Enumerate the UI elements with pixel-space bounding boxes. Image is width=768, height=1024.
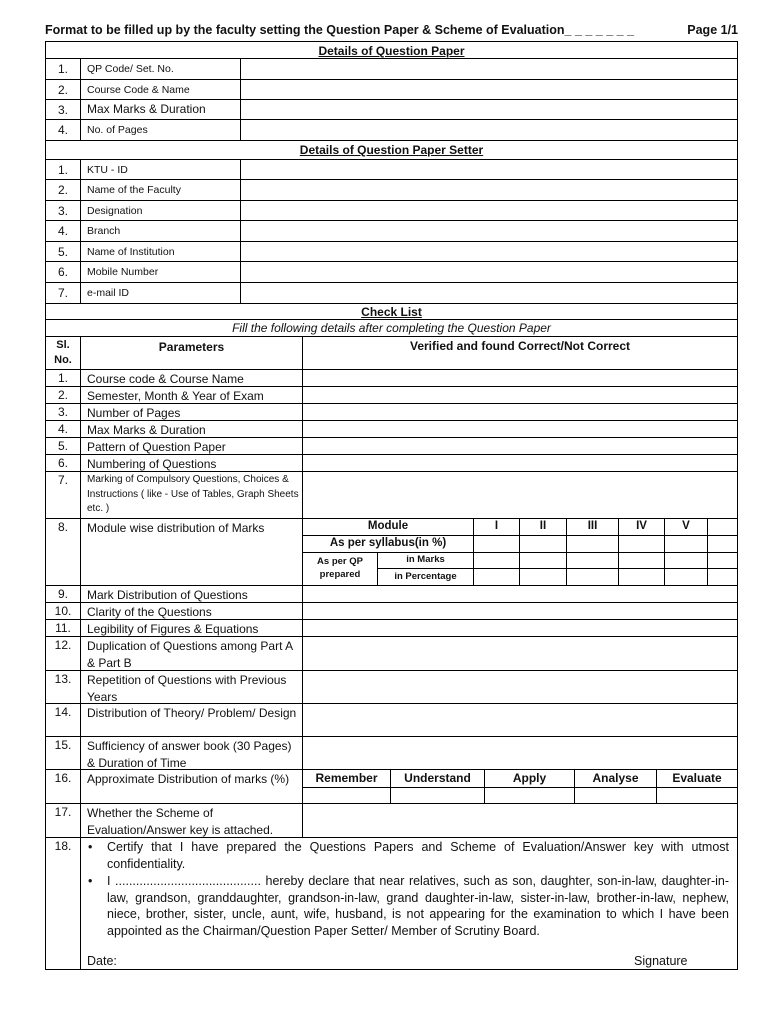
in-marks-label: in Marks	[378, 553, 474, 569]
max-marks-duration-field[interactable]	[241, 100, 737, 119]
syllabus-cell[interactable]	[708, 536, 737, 553]
field-label: Branch	[81, 221, 241, 241]
no-of-pages-field[interactable]	[241, 120, 737, 140]
marks-cell[interactable]	[665, 553, 708, 569]
syllabus-cell[interactable]	[619, 536, 665, 553]
check-row-1	[46, 370, 737, 387]
parameter-text: Approximate Distribution of marks (%)	[81, 770, 303, 803]
field-label: QP Code/ Set. No.	[81, 59, 241, 79]
qp-prepared-label: As per QP prepared	[303, 553, 378, 585]
declaration-text: I .......................................... hereby declare that near relatives, such as son, daughter, son-in-law, daughter-in-law, grandson, granddaughter, grandson-in-law, grand daughter-in-law, sister-in-law, brother-in-law, nephew, niece, brother, sister, uncle, aunt, wife, husband, is not appearing for the examination to which I have been appointed as the Chairman/Question Paper Setter/ Member of Scrutiny Board.	[107, 874, 729, 938]
row-number: 11.	[46, 620, 81, 636]
setter-row-name	[46, 180, 737, 201]
field-label: e-mail ID	[81, 283, 241, 303]
blooms-distribution-table	[303, 770, 737, 803]
declaration-text: Certify that I have prepared the Questions Papers and Scheme of Evaluation/Answer key with utmost confidentiality.	[107, 840, 729, 871]
syllabus-label: As per syllabus(in %)	[303, 536, 474, 553]
parameter-text: Marking of Compulsory Questions, Choices & Instructions ( like - Use of Tables, Graph Sheets etc. )	[81, 472, 303, 518]
setter-row-institution	[46, 242, 737, 262]
setter-row-email	[46, 283, 737, 304]
module-header: IV	[619, 519, 665, 536]
setter-details-heading: Details of Question Paper Setter	[46, 141, 737, 160]
institution-field[interactable]	[241, 242, 737, 261]
row-number: 2.	[46, 180, 81, 200]
module-header: II	[520, 519, 567, 536]
verify-field[interactable]	[303, 438, 737, 454]
blooms-cell[interactable]	[485, 788, 575, 803]
verify-field[interactable]	[303, 421, 737, 437]
page-number: Page 1/1	[687, 23, 738, 37]
form-frame	[45, 41, 738, 970]
field-label: KTU - ID	[81, 160, 241, 179]
row-number: 14.	[46, 704, 81, 736]
field-label: Course Code & Name	[81, 80, 241, 99]
row-number: 8.	[46, 519, 81, 585]
syllabus-cell[interactable]	[567, 536, 619, 553]
col-sl-no: Sl. No.	[46, 337, 81, 369]
check-row-12	[46, 637, 737, 671]
blooms-cell[interactable]	[391, 788, 485, 803]
row-number: 6.	[46, 455, 81, 471]
row-number: 18.	[46, 838, 81, 969]
row-number: 1.	[46, 59, 81, 79]
blooms-header: Evaluate	[657, 770, 737, 788]
marks-cell[interactable]	[520, 553, 567, 569]
qp-row-pages	[46, 120, 737, 141]
parameter-text: Pattern of Question Paper	[81, 438, 303, 454]
row-number: 7.	[46, 472, 81, 518]
setter-row-mobile	[46, 262, 737, 283]
date-label: Date:	[87, 954, 117, 968]
percent-cell[interactable]	[520, 569, 567, 585]
checklist-heading: Check List	[46, 304, 737, 320]
blooms-header: Apply	[485, 770, 575, 788]
verify-field[interactable]	[303, 603, 737, 619]
field-label: Name of Institution	[81, 242, 241, 261]
declaration-bullet-2	[81, 873, 737, 939]
verify-field[interactable]	[303, 671, 737, 703]
parameter-text: Clarity of the Questions	[81, 603, 303, 619]
row-number: 2.	[46, 80, 81, 99]
blooms-header: Analyse	[575, 770, 657, 788]
check-row-8	[46, 519, 737, 586]
qp-details-heading: Details of Question Paper	[46, 42, 737, 59]
designation-field[interactable]	[241, 201, 737, 220]
marks-cell[interactable]	[567, 553, 619, 569]
parameter-text: Sufficiency of answer book (30 Pages) & Duration of Time	[81, 737, 303, 769]
form-title: Format to be filled up by the faculty setting the Question Paper & Scheme of Evaluation_ _ _ _ _ _ _	[45, 23, 635, 37]
check-row-7	[46, 472, 737, 519]
verify-field[interactable]	[303, 737, 737, 769]
check-row-11	[46, 620, 737, 637]
check-row-5	[46, 438, 737, 455]
check-row-16	[46, 770, 737, 804]
check-row-9	[46, 586, 737, 603]
setter-row-designation	[46, 201, 737, 221]
marks-cell[interactable]	[619, 553, 665, 569]
branch-field[interactable]	[241, 221, 737, 241]
row-number: 17.	[46, 804, 81, 837]
checklist-header-row	[46, 337, 737, 370]
blooms-header: Understand	[391, 770, 485, 788]
qp-code-field[interactable]	[241, 59, 737, 79]
row-number: 3.	[46, 100, 81, 119]
in-percentage-label: in Percentage	[378, 569, 474, 585]
ktu-id-field[interactable]	[241, 160, 737, 179]
verify-field[interactable]	[303, 370, 737, 386]
percent-cell[interactable]	[567, 569, 619, 585]
check-row-15	[46, 737, 737, 770]
mobile-number-field[interactable]	[241, 262, 737, 282]
row-number: 4.	[46, 421, 81, 437]
verify-field[interactable]	[303, 404, 737, 420]
verify-field[interactable]	[303, 704, 737, 736]
marks-cell[interactable]	[474, 553, 520, 569]
percent-cell[interactable]	[474, 569, 520, 585]
course-code-name-field[interactable]	[241, 80, 737, 99]
row-number: 1.	[46, 370, 81, 386]
row-number: 7.	[46, 283, 81, 303]
field-label: No. of Pages	[81, 120, 241, 140]
verify-field[interactable]	[303, 804, 737, 837]
qp-row-code	[46, 59, 737, 80]
verify-field[interactable]	[303, 620, 737, 636]
field-label: Name of the Faculty	[81, 180, 241, 200]
check-row-14	[46, 704, 737, 737]
syllabus-cell[interactable]	[665, 536, 708, 553]
check-row-13	[46, 671, 737, 704]
parameter-text: Legibility of Figures & Equations	[81, 620, 303, 636]
module-header: I	[474, 519, 520, 536]
verify-field[interactable]	[303, 637, 737, 670]
percent-cell[interactable]	[708, 569, 737, 585]
row-number: 5.	[46, 242, 81, 261]
declaration-bullet-1	[81, 839, 737, 872]
parameter-text: Mark Distribution of Questions	[81, 586, 303, 602]
row-number: 5.	[46, 438, 81, 454]
col-verified: Verified and found Correct/Not Correct	[409, 339, 631, 353]
bullet-icon: •	[88, 840, 93, 854]
row-number: 10.	[46, 603, 81, 619]
parameter-text: Max Marks & Duration	[81, 421, 303, 437]
row-number: 12.	[46, 637, 81, 670]
setter-row-ktu	[46, 160, 737, 180]
field-label: Designation	[81, 201, 241, 220]
percent-cell[interactable]	[665, 569, 708, 585]
check-row-10	[46, 603, 737, 620]
blooms-cell[interactable]	[657, 788, 737, 803]
verify-field[interactable]	[303, 472, 737, 518]
check-row-18	[46, 838, 737, 969]
percent-cell[interactable]	[619, 569, 665, 585]
row-number: 4.	[46, 120, 81, 140]
parameter-text: Module wise distribution of Marks	[81, 519, 303, 585]
qp-row-marks	[46, 100, 737, 120]
field-label: Max Marks & Duration	[81, 100, 241, 119]
row-number: 6.	[46, 262, 81, 282]
parameter-text: Repetition of Questions with Previous Years	[81, 671, 303, 703]
marks-cell[interactable]	[708, 553, 737, 569]
check-row-4	[46, 421, 737, 438]
parameter-text: Duplication of Questions among Part A & Part B	[81, 637, 303, 670]
module-header: V	[665, 519, 708, 536]
row-number: 4.	[46, 221, 81, 241]
check-row-6	[46, 455, 737, 472]
module-distribution-table	[303, 519, 737, 585]
module-label: Module	[303, 519, 474, 536]
row-number: 2.	[46, 387, 81, 403]
syllabus-cell[interactable]	[520, 536, 567, 553]
module-extra-cell	[708, 519, 737, 536]
email-field[interactable]	[241, 283, 737, 303]
faculty-name-field[interactable]	[241, 180, 737, 200]
field-label: Mobile Number	[81, 262, 241, 282]
row-number: 16.	[46, 770, 81, 803]
blooms-header: Remember	[303, 770, 391, 788]
check-row-2	[46, 387, 737, 404]
blooms-cell[interactable]	[575, 788, 657, 803]
bullet-icon: •	[88, 874, 93, 888]
row-number: 3.	[46, 201, 81, 220]
check-row-3	[46, 404, 737, 421]
page-header	[45, 21, 738, 41]
blooms-cell[interactable]	[303, 788, 391, 803]
parameter-text: Course code & Course Name	[81, 370, 303, 386]
syllabus-cell[interactable]	[474, 536, 520, 553]
setter-row-branch	[46, 221, 737, 242]
col-parameters: Parameters	[81, 337, 303, 369]
parameter-text: Whether the Scheme of Evaluation/Answer key is attached.	[81, 804, 303, 837]
parameter-text: Numbering of Questions	[81, 455, 303, 471]
parameter-text: Number of Pages	[81, 404, 303, 420]
qp-row-course	[46, 80, 737, 100]
row-number: 1.	[46, 160, 81, 179]
row-number: 3.	[46, 404, 81, 420]
verify-field[interactable]	[303, 455, 737, 471]
parameter-text: Semester, Month & Year of Exam	[81, 387, 303, 403]
row-number: 15.	[46, 737, 81, 769]
verify-field[interactable]	[303, 387, 737, 403]
check-row-17	[46, 804, 737, 838]
signature-label: Signature	[634, 954, 688, 968]
verify-field[interactable]	[303, 586, 737, 602]
checklist-instruction: Fill the following details after completing the Question Paper	[46, 320, 737, 337]
parameter-text: Distribution of Theory/ Problem/ Design	[81, 704, 303, 736]
row-number: 13.	[46, 671, 81, 703]
module-header: III	[567, 519, 619, 536]
row-number: 9.	[46, 586, 81, 602]
